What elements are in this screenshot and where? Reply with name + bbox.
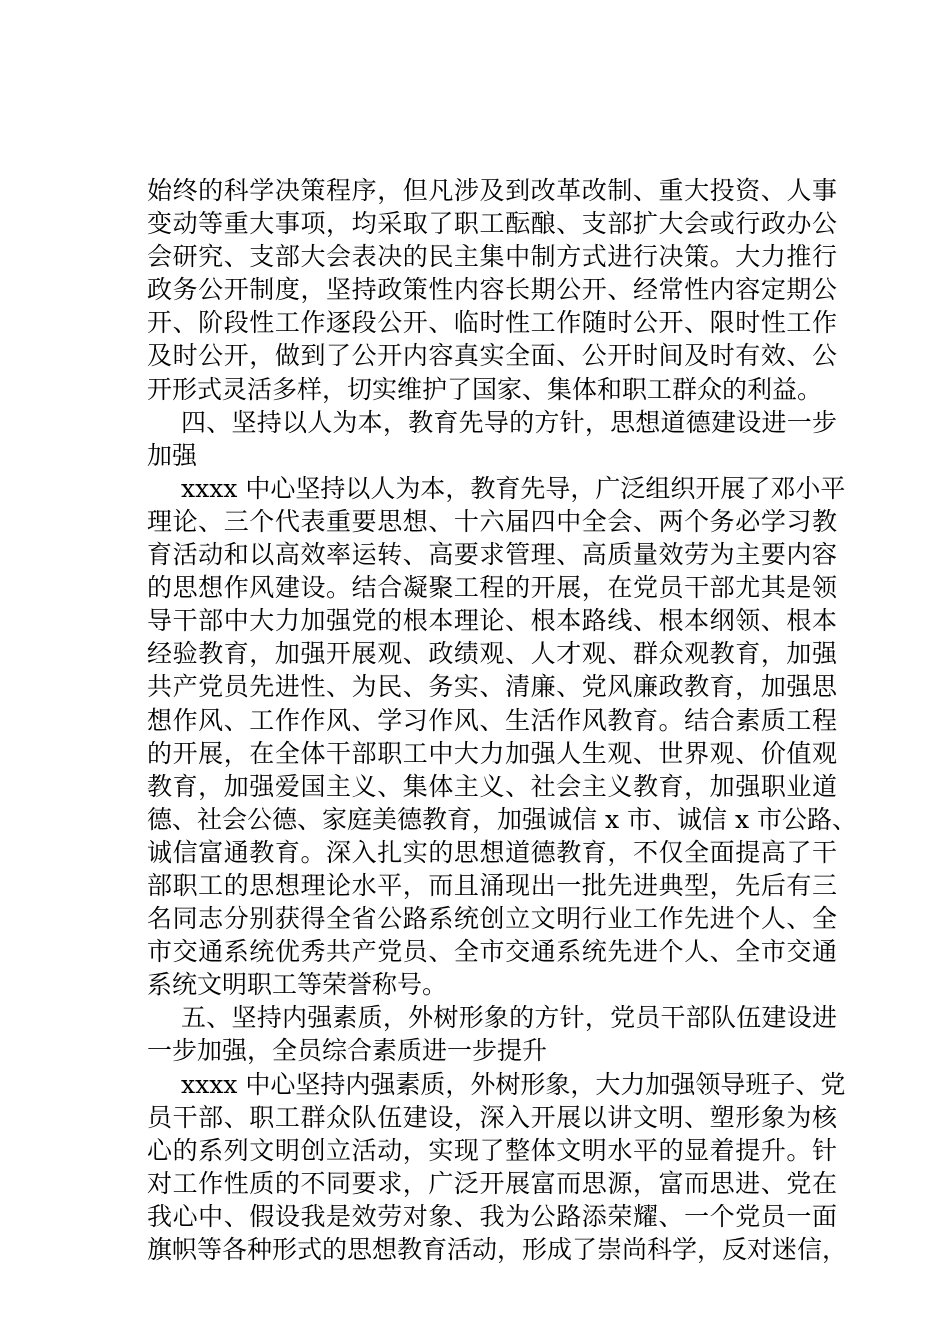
- text-line: 及时公开，做到了公开内容真实全面、公开时间及时有效、公: [147, 341, 837, 371]
- text-line: 想作风、工作作风、学习作风、生活作风教育。结合素质工程: [147, 705, 837, 735]
- text-line: 对工作性质的不同要求，广泛开展富而思源，富而思进、党在: [147, 1168, 837, 1198]
- text-line: 一步加强，全员综合素质进一步提升: [147, 1036, 548, 1066]
- text-line: 加强: [147, 440, 198, 470]
- text-line: 导干部中大力加强党的根本理论、根本路线、根本纲领、根本: [147, 606, 837, 636]
- text-line: 政务公开制度，坚持政策性内容长期公开、经常性内容定期公: [147, 275, 837, 305]
- text-line: 变动等重大事项，均采取了职工酝酿、支部扩大会或行政办公: [147, 209, 837, 239]
- text-line: 我心中、假设我是效劳对象、我为公路添荣耀、一个党员一面: [147, 1201, 837, 1231]
- text-line: 会研究、支部大会表决的民主集中制方式进行决策。大力推行: [147, 242, 837, 272]
- text-line: 教育，加强爱国主义、集体主义、社会主义教育，加强职业道: [147, 771, 837, 801]
- text-line: 德、社会公德、家庭美德教育，加强诚信 x 市、诚信 x 市公路、: [147, 804, 857, 834]
- text-line: xxxx 中心坚持内强素质，外树形象，大力加强领导班子、党: [181, 1069, 846, 1099]
- text-line: 开形式灵活多样，切实维护了国家、集体和职工群众的利益。: [147, 374, 823, 404]
- text-line: xxxx 中心坚持以人为本，教育先导，广泛组织开展了邓小平: [181, 473, 846, 503]
- text-line: 市交通系统优秀共产党员、全市交通系统先进个人、全市交通: [147, 937, 837, 967]
- text-line: 五、坚持内强素质，外树形象的方针，党员干部队伍建设进: [181, 1003, 837, 1033]
- text-line: 员干部、职工群众队伍建设，深入开展以讲文明、塑形象为核: [147, 1102, 837, 1132]
- body-text: [147, 174, 857, 1266]
- text-line: 始终的科学决策程序，但凡涉及到改革改制、重大投资、人事: [147, 176, 837, 205]
- text-line: 共产党员先进性、为民、务实、清廉、党风廉政教育，加强思: [147, 672, 837, 702]
- text-line: 部职工的思想理论水平，而且涌现出一批先进典型，先后有三: [147, 870, 837, 900]
- text-line: 名同志分别获得全省公路系统创立文明行业工作先进个人、全: [147, 904, 837, 934]
- text-line: 四、坚持以人为本，教育先导的方针，思想道德建设进一步: [181, 407, 837, 437]
- text-line: 旗帜等各种形式的思想教育活动，形成了崇尚科学，反对迷信，: [147, 1235, 848, 1264]
- text-line: 的开展，在全体干部职工中大力加强人生观、世界观、价值观: [147, 738, 837, 768]
- text-line: 诚信富通教育。深入扎实的思想道德教育，不仅全面提高了干: [147, 837, 837, 867]
- text-line: 经验教育，加强开展观、政绩观、人才观、群众观教育，加强: [147, 639, 837, 669]
- text-line: 理论、三个代表重要思想、十六届四中全会、两个务必学习教: [147, 506, 837, 536]
- text-line: 的思想作风建设。结合凝聚工程的开展，在党员干部尤其是领: [147, 573, 837, 603]
- text-line: 系统文明职工等荣誉称号。: [147, 970, 448, 1000]
- text-line: 育活动和以高效率运转、高要求管理、高质量效劳为主要内容: [147, 540, 837, 570]
- text-line: 开、阶段性工作逐段公开、临时性工作随时公开、限时性工作: [147, 308, 837, 338]
- text-line: 心的系列文明创立活动，实现了整体文明水平的显着提升。针: [147, 1135, 837, 1165]
